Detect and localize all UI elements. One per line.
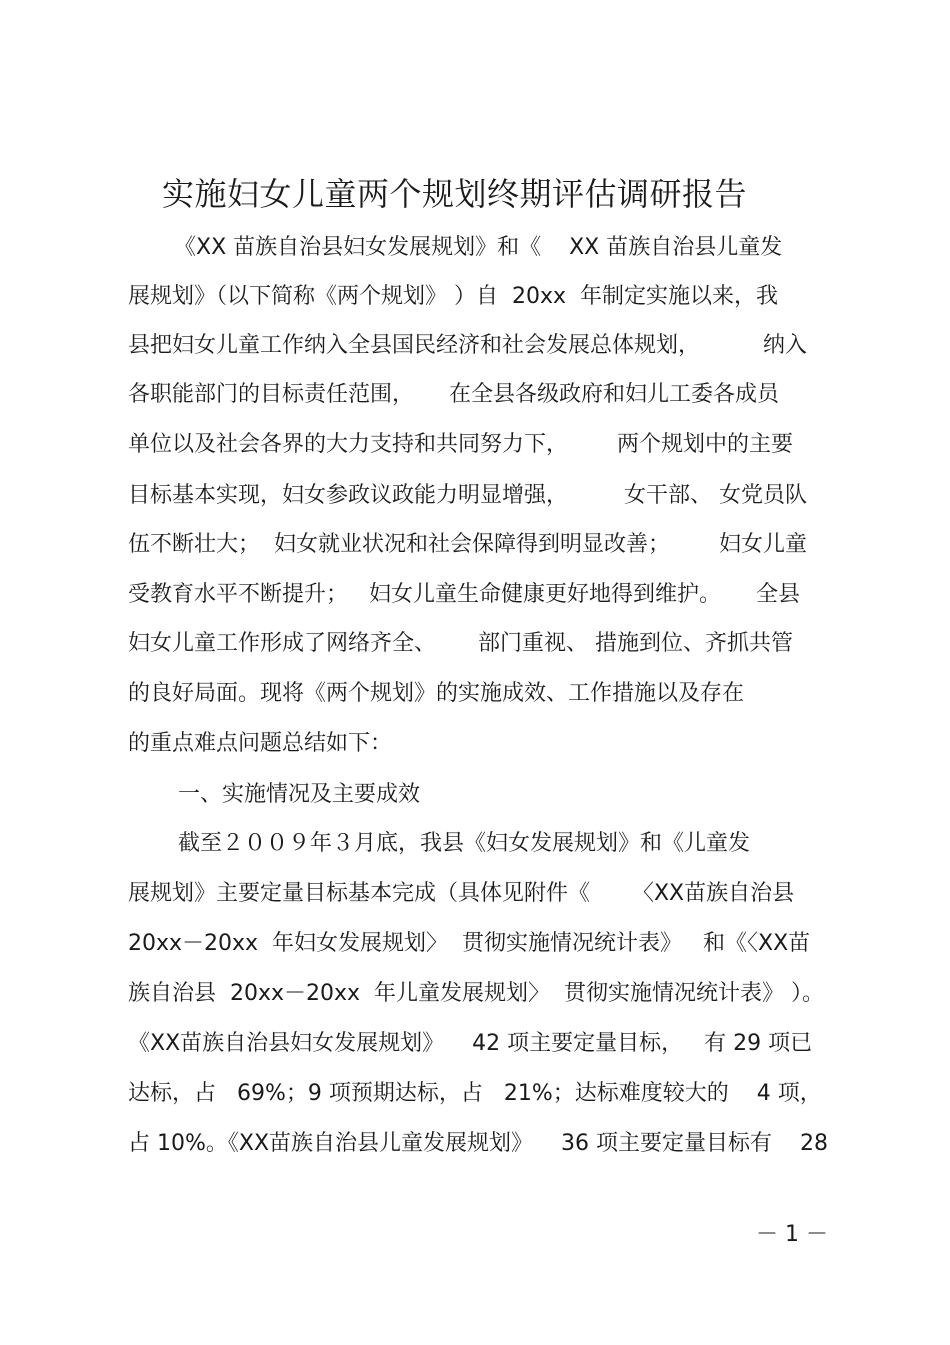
body-line: 伍不断壮大； 妇女就业状况和社会保障得到明显改善； 妇女儿童 <box>128 532 807 557</box>
body-line: 目标基本实现，妇女参政议政能力明显增强， 女干部、 女党员队 <box>128 483 807 508</box>
page-title: 实施妇女儿童两个规划终期评估调研报告 <box>162 175 748 213</box>
body-line: 妇女儿童工作形成了网络齐全、 部门重视、 措施到位、齐抓共管 <box>128 631 793 656</box>
body-line: 占 10%。《XX苗族自治县儿童发展规划》 36 项主要定量目标有 28 <box>128 1131 828 1156</box>
body-line: 截至２００９年３月底，我县《妇女发展规划》和《儿童发 <box>178 831 751 856</box>
body-line: 的重点难点问题总结如下： <box>128 731 393 756</box>
body-line: 族自治县 20xx－20xx 年儿童发展规划〉 贯彻实施情况统计表》 ）。 <box>128 981 825 1006</box>
body-line: 受教育水平不断提升； 妇女儿童生命健康更好地得到维护。 全县 <box>128 582 800 607</box>
body-line: 单位以及社会各界的大力支持和共同努力下， 两个规划中的主要 <box>128 432 793 457</box>
body-line: 《XX苗族自治县妇女发展规划》 42 项主要定量目标， 有 29 项已 <box>128 1031 813 1056</box>
body-line: 县把妇女儿童工作纳入全县国民经济和社会发展总体规划， 纳入 <box>128 333 807 358</box>
body-line: 的良好局面。现将《两个规划》的实施成效、工作措施以及存在 <box>128 681 745 706</box>
section-heading: 一、实施情况及主要成效 <box>178 782 421 807</box>
body-line: 展规划》（以下简称《两个规划》 ）自 20xx 年制定实施以来，我 <box>128 284 779 309</box>
body-line: 20xx－20xx 年妇女发展规划〉 贯彻实施情况统计表》 和《〈XX苗 <box>128 931 811 956</box>
page-number: － 1 － <box>756 1222 828 1247</box>
body-line: 达标，占 69%；9 项预期达标，占 21%；达标难度较大的 4 项， <box>128 1081 822 1106</box>
body-line: 《XX 苗族自治县妇女发展规划》和《 XX 苗族自治县儿童发 <box>174 235 783 260</box>
body-line: 各职能部门的目标责任范围， 在全县各级政府和妇儿工委各成员 <box>128 382 779 407</box>
body-line: 展规划》主要定量目标基本完成（具体见附件《 〈XX苗族自治县 <box>128 881 795 906</box>
